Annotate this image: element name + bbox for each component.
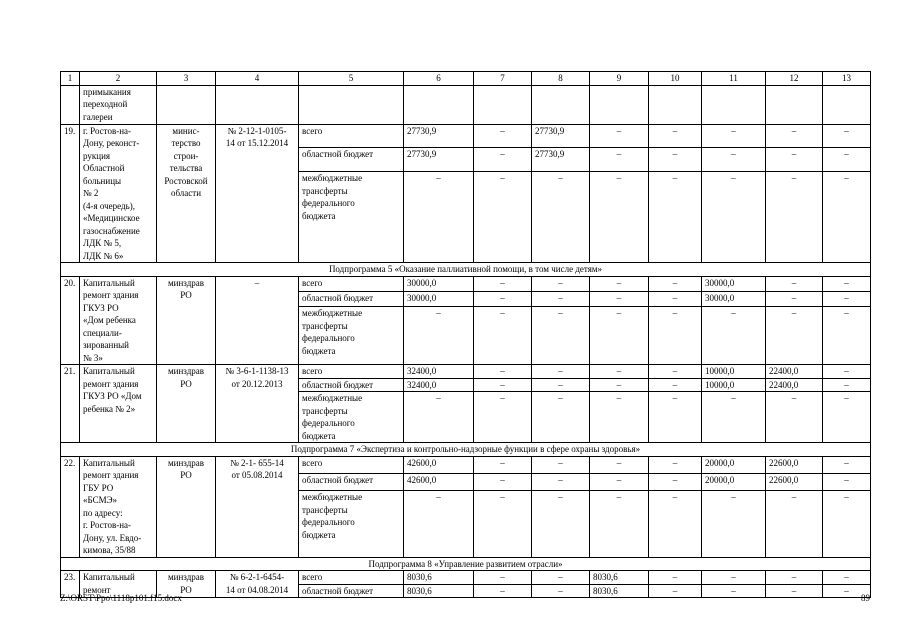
empty-cell [299,85,404,124]
value-cell: – [532,291,590,306]
table-row [61,124,871,148]
value-cell: 30000,0 [404,276,474,291]
customer-cell: минздрав РО [157,571,216,598]
value-cell: – [823,172,871,263]
value-cell: 10000,0 [702,378,766,392]
value-cell: 30000,0 [702,276,766,291]
value-cell: 22600,0 [766,473,823,490]
value-cell: – [649,378,702,392]
value-cell: – [474,473,532,490]
value-cell: – [649,365,702,379]
header-cell: 2 [80,72,157,86]
row-number-cell: 19. [61,124,80,263]
value-cell: – [590,365,649,379]
value-cell: – [766,571,823,585]
value-cell: – [532,571,590,585]
empty-cell [649,85,702,124]
value-cell: 8030,6 [590,584,649,598]
row-number-cell [61,85,80,124]
value-cell: – [823,392,871,443]
value-cell: – [823,456,871,473]
row-number-cell: 23. [61,571,80,598]
value-cell: – [649,172,702,263]
value-cell: – [649,276,702,291]
customer-cell: минис- терство строи- тельства Ростовской области [157,124,216,263]
empty-cell [474,85,532,124]
value-cell: – [766,392,823,443]
row-number-cell: 20. [61,276,80,365]
funding-source-cell: областной бюджет [299,378,404,392]
value-cell: – [532,276,590,291]
object-name-cell: Капитальный ремонт здания ГКУЗ РО «Дом ребенка специали- зированный № 3» [80,276,157,365]
value-cell: – [474,392,532,443]
value-cell: – [823,148,871,172]
empty-cell [157,85,216,124]
value-cell: – [474,456,532,473]
row-number-cell: 22. [61,456,80,557]
value-cell: – [590,148,649,172]
budget-table [60,71,871,598]
value-cell: – [823,491,871,557]
value-cell: – [474,584,532,598]
empty-cell [404,85,474,124]
value-cell: – [474,276,532,291]
value-cell: – [474,378,532,392]
header-cell: 1 [61,72,80,86]
value-cell: – [474,124,532,148]
value-cell: – [702,307,766,365]
value-cell: – [532,392,590,443]
value-cell: – [766,491,823,557]
document-cell: № 2-12-1-0105- 14 от 15.12.2014 [216,124,299,263]
value-cell: – [649,456,702,473]
value-cell: – [532,456,590,473]
table-row [61,85,871,124]
value-cell: – [823,291,871,306]
header-cell: 13 [823,72,871,86]
value-cell: – [590,276,649,291]
value-cell: – [649,148,702,172]
value-cell: – [823,365,871,379]
value-cell: 8030,6 [404,584,474,598]
header-cell: 6 [404,72,474,86]
value-cell: – [702,571,766,585]
value-cell: – [590,291,649,306]
value-cell: – [649,473,702,490]
object-name-cell: Капитальный ремонт [80,571,157,598]
subprogram-title: Подпрограмма 7 «Экспертиза и контрольно-надзорные функции в сфере охраны здоровья» [61,443,871,457]
value-cell: 30000,0 [404,291,474,306]
value-cell: – [823,584,871,598]
value-cell: – [823,124,871,148]
value-cell: – [474,291,532,306]
value-cell: – [404,491,474,557]
value-cell: – [823,378,871,392]
header-cell: 7 [474,72,532,86]
value-cell: – [702,172,766,263]
value-cell: 32400,0 [404,365,474,379]
funding-source-cell: областной бюджет [299,148,404,172]
value-cell: – [532,473,590,490]
value-cell: – [823,307,871,365]
value-cell: – [649,571,702,585]
value-cell: 27730,9 [532,148,590,172]
value-cell: – [702,148,766,172]
value-cell: 27730,9 [404,148,474,172]
header-cell: 11 [702,72,766,86]
value-cell: 32400,0 [404,378,474,392]
funding-source-cell: всего [299,456,404,473]
value-cell: – [766,291,823,306]
value-cell: 42600,0 [404,456,474,473]
value-cell: 22400,0 [766,365,823,379]
funding-source-cell: областной бюджет [299,473,404,490]
header-cell: 12 [766,72,823,86]
header-cell: 9 [590,72,649,86]
empty-cell [766,85,823,124]
header-cell: 4 [216,72,299,86]
value-cell: – [590,491,649,557]
subprogram-title: Подпрограмма 8 «Управление развитием отрасли» [61,557,871,571]
value-cell: – [649,584,702,598]
object-name-cell: Капитальный ремонт здания ГБУ РО «БСМЭ» по адресу: г. Ростов-на- Дону, ул. Евдо- кимова, 35/88 [80,456,157,557]
value-cell: – [702,124,766,148]
value-cell: – [649,307,702,365]
value-cell: – [590,392,649,443]
value-cell: 42600,0 [404,473,474,490]
funding-source-cell: областной бюджет [299,291,404,306]
empty-cell [216,85,299,124]
value-cell: 20000,0 [702,456,766,473]
value-cell: – [702,584,766,598]
customer-cell: минздрав РО [157,456,216,557]
funding-source-cell: межбюджетные трансферты федерального бюджета [299,392,404,443]
empty-cell [590,85,649,124]
value-cell: – [702,491,766,557]
empty-cell [823,85,871,124]
value-cell: – [823,571,871,585]
row-number-cell: 21. [61,365,80,443]
funding-source-cell: областной бюджет [299,584,404,598]
header-cell: 5 [299,72,404,86]
value-cell: – [590,473,649,490]
customer-cell: минздрав РО [157,365,216,443]
value-cell: – [532,584,590,598]
value-cell: 27730,9 [404,124,474,148]
value-cell: 22400,0 [766,378,823,392]
value-cell: 30000,0 [702,291,766,306]
value-cell: 22600,0 [766,456,823,473]
footer-file-path: Z:\ORST\Ppo\1118p101.f15.docx [60,593,182,603]
value-cell: – [766,276,823,291]
value-cell: – [766,172,823,263]
value-cell: – [532,365,590,379]
value-cell: 10000,0 [702,365,766,379]
value-cell: – [766,307,823,365]
table-row [61,365,871,379]
object-name-cell: примыкания переходной галереи [80,85,157,124]
subprogram-row [61,263,871,277]
value-cell: – [532,378,590,392]
value-cell: – [532,172,590,263]
header-cell: 8 [532,72,590,86]
object-name-cell: Капитальный ремонт здания ГКУЗ РО «Дом ребенка № 2» [80,365,157,443]
subprogram-title: Подпрограмма 5 «Оказание паллиативной помощи, в том числе детям» [61,263,871,277]
funding-source-cell: межбюджетные трансферты федерального бюджета [299,172,404,263]
value-cell: – [590,124,649,148]
customer-cell: минздрав РО [157,276,216,365]
value-cell: – [590,378,649,392]
value-cell: – [590,307,649,365]
value-cell: – [649,291,702,306]
funding-source-cell: всего [299,124,404,148]
document-cell: № 3-6-1-1138-13 от 20.12.2013 [216,365,299,443]
value-cell: – [649,491,702,557]
value-cell: 20000,0 [702,473,766,490]
value-cell: – [766,584,823,598]
header-row [61,72,871,86]
value-cell: – [474,148,532,172]
funding-source-cell: межбюджетные трансферты федерального бюджета [299,307,404,365]
value-cell: – [766,124,823,148]
value-cell: – [404,307,474,365]
funding-source-cell: всего [299,571,404,585]
subprogram-row [61,557,871,571]
footer-page-number: 89 [861,593,870,603]
object-name-cell: г. Ростов-на- Дону, реконст- рукция Областной больницы № 2 (4-я очередь), «Медицинское газоснабжение ЛДК № 5, ЛДК № 6» [80,124,157,263]
value-cell: 27730,9 [532,124,590,148]
value-cell: – [649,124,702,148]
value-cell: – [649,392,702,443]
value-cell: – [474,307,532,365]
value-cell: – [474,365,532,379]
header-cell: 3 [157,72,216,86]
value-cell: – [590,172,649,263]
value-cell: – [823,276,871,291]
value-cell: – [474,571,532,585]
value-cell: – [404,172,474,263]
table-row [61,571,871,585]
empty-cell [532,85,590,124]
value-cell: – [590,456,649,473]
document-cell: – [216,276,299,365]
value-cell: – [766,148,823,172]
funding-source-cell: межбюджетные трансферты федерального бюджета [299,491,404,557]
funding-source-cell: всего [299,276,404,291]
document-cell: № 6-2-1-6454- 14 от 04.08.2014 [216,571,299,598]
table-row [61,276,871,291]
value-cell: – [823,473,871,490]
table-row [61,456,871,473]
value-cell: – [474,491,532,557]
value-cell: – [532,491,590,557]
value-cell: 8030,6 [404,571,474,585]
value-cell: 8030,6 [590,571,649,585]
header-cell: 10 [649,72,702,86]
document-cell: № 2-1- 655-14 от 05.08.2014 [216,456,299,557]
subprogram-row [61,443,871,457]
funding-source-cell: всего [299,365,404,379]
value-cell: – [532,307,590,365]
empty-cell [702,85,766,124]
value-cell: – [474,172,532,263]
value-cell: – [702,392,766,443]
value-cell: – [404,392,474,443]
